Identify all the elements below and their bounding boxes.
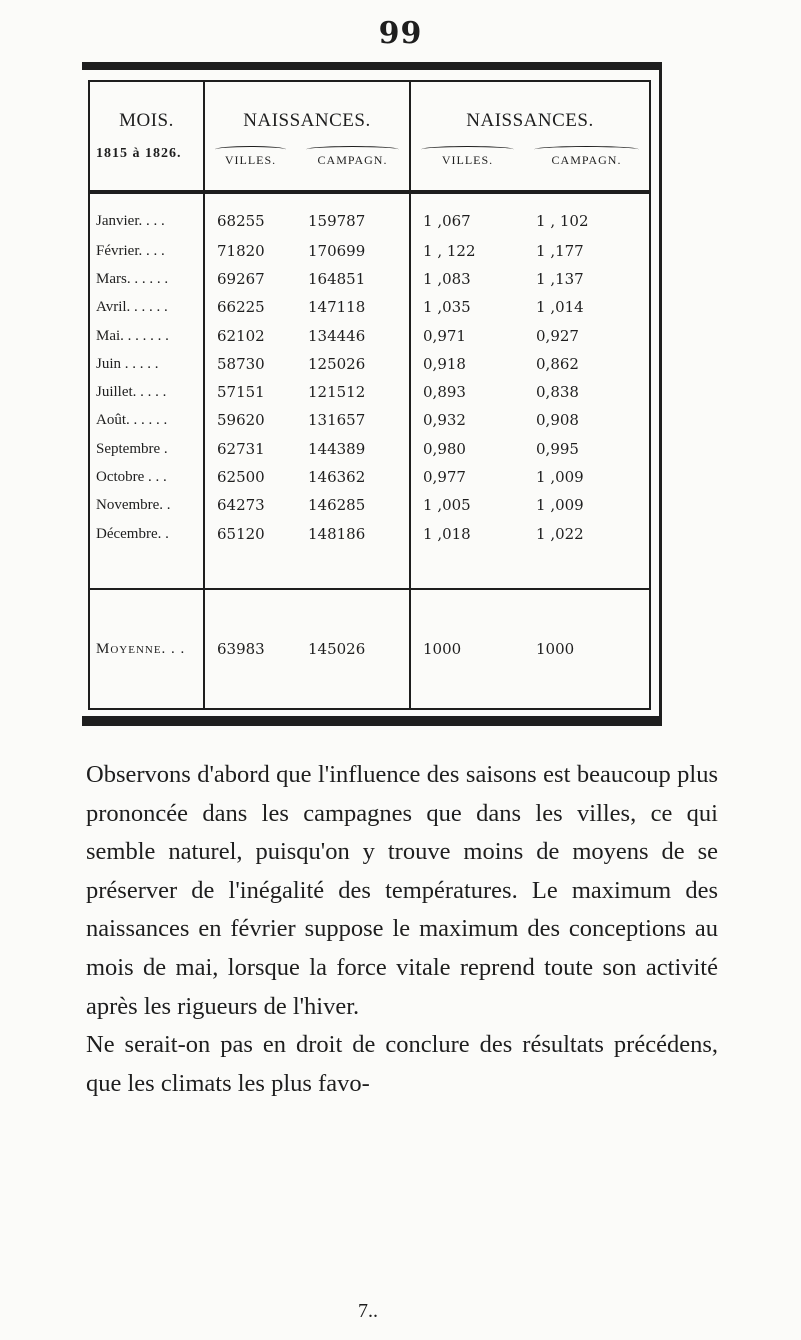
campagn-cell: 170699: [308, 241, 366, 260]
campagn-cell: 134446: [308, 326, 366, 345]
villes-cell: 71820: [204, 237, 296, 265]
births-table: [90, 82, 649, 708]
villes-cell: 58730: [204, 350, 296, 378]
month-cell: Janvier. . . .: [96, 213, 165, 230]
ratio-villes-cell: 1 , 122: [410, 237, 524, 265]
births-table-frame: [82, 62, 662, 726]
ratio-villes-cell: 0,971: [410, 322, 524, 350]
villes-cell: 62102: [204, 322, 296, 350]
ratio-campagn-cell: 1 ,137: [536, 270, 584, 289]
month-cell: Juin . . . . .: [96, 355, 159, 372]
ratio-villes-cell: 1 ,083: [410, 265, 524, 293]
villes-cell: 62500: [204, 463, 296, 491]
mean-label: Moyenne. . .: [90, 589, 204, 708]
villes-cell: 65120: [204, 519, 296, 547]
page-number: 99: [378, 16, 423, 51]
campagn-cell: 164851: [308, 270, 366, 289]
table-row: [90, 350, 649, 378]
table-row: [90, 491, 649, 519]
col-header-naissances-absolute: [204, 82, 410, 138]
ratio-campagn-cell: 1 ,177: [536, 241, 584, 260]
signature-mark: 7..: [358, 1300, 378, 1322]
ratio-campagn-cell: 0,862: [536, 354, 579, 373]
ratio-campagn-cell: 1 , 102: [536, 212, 589, 231]
ratio-campagn-cell: 0,838: [536, 383, 579, 402]
col-header-villes: VILLES.: [204, 138, 296, 192]
campagn-cell: 125026: [308, 354, 366, 373]
table-row: [90, 463, 649, 491]
ratio-campagn-cell: 1 ,009: [536, 468, 584, 486]
table-row: [90, 265, 649, 293]
month-cell: Mars. . . . . .: [96, 271, 169, 288]
ratio-campagn-cell: 1 ,014: [536, 298, 584, 317]
ratio-villes-cell: 0,980: [410, 435, 524, 463]
ratio-campagn-cell: 0,995: [536, 439, 579, 458]
table-row: [90, 293, 649, 321]
villes-cell: 64273: [204, 491, 296, 519]
paragraph: Ne serait-on pas en droit de conclure des résultats précédens, que les climats les plus favo-: [86, 1031, 718, 1097]
table-row: [90, 406, 649, 434]
month-cell: Avril. . . . . .: [96, 299, 168, 316]
table-row: [90, 322, 649, 350]
month-cell: Septembre .: [96, 440, 168, 457]
table-row: [90, 237, 649, 265]
col-header-range: 1815 à 1826.: [96, 146, 182, 161]
month-cell: Février. . . .: [96, 242, 165, 259]
ratio-villes-cell: 1 ,035: [410, 293, 524, 321]
ratio-villes-cell: 1 ,067: [410, 192, 524, 237]
campagn-cell: 148186: [308, 524, 366, 543]
month-cell: Décembre. .: [96, 525, 169, 542]
month-cell: Mai. . . . . . .: [96, 327, 169, 344]
mean-ratio-villes: 1000: [410, 589, 524, 708]
ratio-campagn-cell: 0,908: [536, 411, 579, 430]
table-row: [90, 519, 649, 547]
villes-cell: 59620: [204, 406, 296, 434]
campagn-cell: 146362: [308, 468, 366, 486]
mean-campagn: 145026: [296, 589, 410, 708]
table-row: [90, 378, 649, 406]
villes-cell: 66225: [204, 293, 296, 321]
campagn-cell: 131657: [308, 411, 366, 430]
ratio-villes-cell: 1 ,005: [410, 491, 524, 519]
ratio-campagn-cell: 1 ,022: [536, 524, 584, 543]
col-header-villes-ratio: VILLES.: [410, 138, 524, 192]
campagn-cell: 159787: [308, 212, 366, 231]
paragraph: Observons d'abord que l'influence des saisons est beaucoup plus prononcée dans les campagnes que dans les villes, ce qui semble naturel, puisqu'on y trouve moins de moyens de se préserver de l'inégalité des températures. Le maximum des naissances en février suppose le maximum des conceptions au mois de mai, lorsque la force vitale reprend toute son activité après les rigueurs de l'hiver.: [86, 761, 718, 1020]
month-cell: Novembre. .: [96, 497, 171, 514]
births-table-inner: [88, 80, 651, 710]
mean-villes: 63983: [204, 589, 296, 708]
body-text: [86, 756, 718, 1103]
month-cell: Août. . . . . .: [96, 412, 168, 429]
ratio-villes-cell: 0,977: [410, 463, 524, 491]
ratio-campagn-cell: 1 ,009: [536, 496, 584, 515]
group-label: NAISSANCES.: [466, 110, 594, 131]
ratio-villes-cell: 0,893: [410, 378, 524, 406]
ratio-villes-cell: 0,932: [410, 406, 524, 434]
col-header-naissances-ratio: [410, 82, 649, 138]
villes-cell: 62731: [204, 435, 296, 463]
ratio-villes-cell: 1 ,018: [410, 519, 524, 547]
campagn-cell: 146285: [308, 496, 366, 515]
table-row: [90, 435, 649, 463]
month-cell: Octobre . . .: [96, 469, 167, 485]
villes-cell: 68255: [204, 192, 296, 237]
table-row-moyenne: [90, 589, 649, 708]
col-header-mois: MOIS.: [119, 110, 174, 131]
ratio-villes-cell: 0,918: [410, 350, 524, 378]
campagn-cell: 144389: [308, 439, 366, 458]
campagn-cell: 121512: [308, 383, 366, 402]
col-header-campagn: CAMPAGN.: [296, 138, 410, 192]
ratio-campagn-cell: 0,927: [536, 326, 579, 345]
group-label: NAISSANCES.: [243, 110, 371, 131]
col-header-campagn-ratio: CAMPAGN.: [524, 138, 649, 192]
table-row: [90, 192, 649, 237]
month-cell: Juillet. . . . .: [96, 384, 167, 401]
campagn-cell: 147118: [308, 298, 366, 317]
mean-ratio-campagn: 1000: [524, 589, 649, 708]
villes-cell: 57151: [204, 378, 296, 406]
villes-cell: 69267: [204, 265, 296, 293]
